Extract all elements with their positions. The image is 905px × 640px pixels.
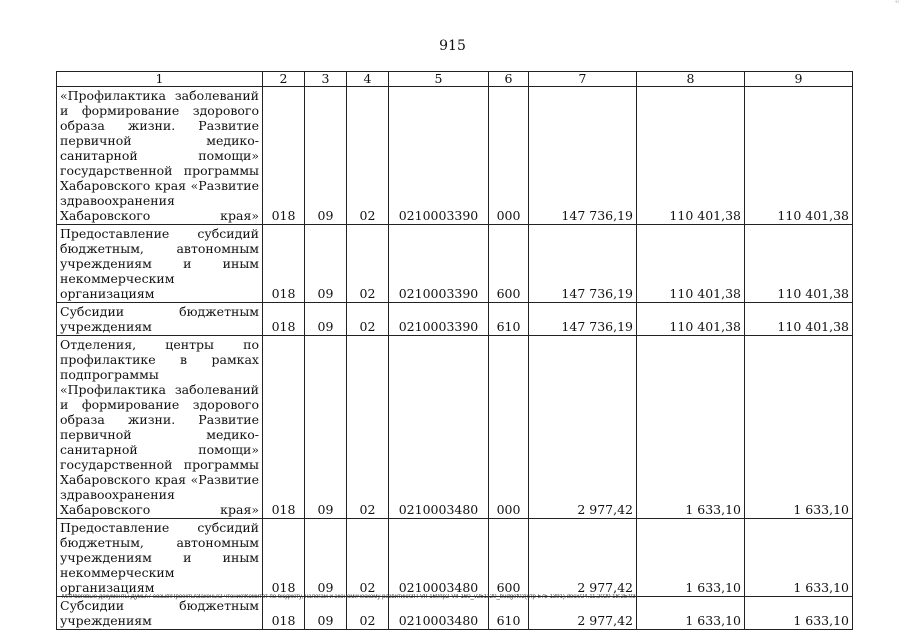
- cell-ministry: 018: [263, 519, 305, 597]
- cell-amount-2: 110 401,38: [637, 303, 745, 336]
- cell-amount-1: 2 977,42: [529, 597, 637, 630]
- header-row: [57, 72, 853, 87]
- row-description: «Профилактика заболеваний и формирование здорового образа жизни. Развитие первичной медико-санитарной помощи» государственной программы Хабаровского края «Развитие здравоохранения Хабаровского края»: [57, 87, 263, 225]
- cell-amount-3: 110 401,38: [745, 225, 853, 303]
- cell-ministry: 018: [263, 303, 305, 336]
- cell-expense-type: 610: [489, 303, 529, 336]
- table-header: [57, 72, 853, 87]
- cell-amount-2: 110 401,38: [637, 225, 745, 303]
- cell-ministry: 018: [263, 225, 305, 303]
- cell-amount-1: 147 736,19: [529, 303, 637, 336]
- header-cell: 7: [529, 72, 637, 87]
- cell-amount-3: 110 401,38: [745, 303, 853, 336]
- cell-expense-type: 610: [489, 597, 529, 630]
- cell-subsection: 02: [347, 597, 389, 630]
- table-row: [57, 597, 853, 630]
- cell-ministry: 018: [263, 87, 305, 225]
- row-description: Субсидии бюджетным учреждениям: [57, 303, 263, 336]
- cell-amount-1: 2 977,42: [529, 519, 637, 597]
- header-cell: 5: [389, 72, 489, 87]
- cell-section: 09: [305, 336, 347, 519]
- header-cell: 9: [745, 72, 853, 87]
- cell-target-article: 0210003480: [389, 336, 489, 519]
- cell-expense-type: 600: [489, 225, 529, 303]
- cell-subsection: 02: [347, 225, 389, 303]
- table-row: [57, 303, 853, 336]
- page-number: 915: [439, 38, 466, 54]
- cell-amount-2: 1 633,10: [637, 519, 745, 597]
- header-cell: 6: [489, 72, 529, 87]
- cell-section: 09: [305, 87, 347, 225]
- cell-ministry: 018: [263, 597, 305, 630]
- cell-amount-3: 1 633,10: [745, 597, 853, 630]
- cell-amount-3: 1 633,10: [745, 336, 853, 519]
- header-cell: 3: [305, 72, 347, 87]
- header-cell: 4: [347, 72, 389, 87]
- cell-amount-2: 1 633,10: [637, 336, 745, 519]
- budget-table: [56, 71, 853, 630]
- cell-section: 09: [305, 519, 347, 597]
- cell-amount-2: 110 401,38: [637, 87, 745, 225]
- cell-subsection: 02: [347, 519, 389, 597]
- cell-amount-2: 1 633,10: [637, 597, 745, 630]
- row-description: Предоставление субсидий бюджетным, автономным учреждениям и иным некоммерческим организациям: [57, 225, 263, 303]
- cell-amount-1: 147 736,19: [529, 87, 637, 225]
- cell-target-article: 0210003390: [389, 303, 489, 336]
- cell-section: 09: [305, 597, 347, 630]
- cell-amount-1: 2 977,42: [529, 336, 637, 519]
- table-body: [57, 87, 853, 630]
- cell-expense-type: 000: [489, 336, 529, 519]
- header-cell: 1: [57, 72, 263, 87]
- header-cell: 8: [637, 72, 745, 87]
- row-description: Отделения, центры по профилактике в рамках подпрограммы «Профилактика заболеваний и формирование здорового образа жизни. Развитие первичной медико-санитарной помощи» государственной программы Хабаровского края «Развитие здравоохранения Хабаровского края»: [57, 336, 263, 519]
- cell-amount-3: 110 401,38: [745, 87, 853, 225]
- header-cell: 2: [263, 72, 305, 87]
- cell-target-article: 0210003480: [389, 597, 489, 630]
- cell-target-article: 0210003390: [389, 225, 489, 303]
- corner-mark: ⁴³: [894, 0, 899, 6]
- cell-expense-type: 600: [489, 519, 529, 597]
- cell-target-article: 0210003390: [389, 87, 489, 225]
- cell-section: 09: [305, 303, 347, 336]
- table-row: [57, 87, 853, 225]
- document-footer-path: M:\Рвоговые документы Думы\7 созыв\Проекты\Законы\2 чтение\Комитет по бюджету, налогам и экономическому развитию\3П-VII-160пр2-VII-160_v251120_budget02(стр 575-1391).docx/24.11.2020 18:25:03: [62, 594, 636, 600]
- cell-subsection: 02: [347, 87, 389, 225]
- cell-amount-1: 147 736,19: [529, 225, 637, 303]
- table-row: [57, 519, 853, 597]
- cell-expense-type: 000: [489, 87, 529, 225]
- cell-subsection: 02: [347, 303, 389, 336]
- cell-amount-3: 1 633,10: [745, 519, 853, 597]
- cell-ministry: 018: [263, 336, 305, 519]
- row-description: Субсидии бюджетным учреждениям: [57, 597, 263, 630]
- table-row: [57, 225, 853, 303]
- cell-section: 09: [305, 225, 347, 303]
- cell-subsection: 02: [347, 336, 389, 519]
- row-description: Предоставление субсидий бюджетным, автономным учреждениям и иным некоммерческим организациям: [57, 519, 263, 597]
- table-row: [57, 336, 853, 519]
- cell-target-article: 0210003480: [389, 519, 489, 597]
